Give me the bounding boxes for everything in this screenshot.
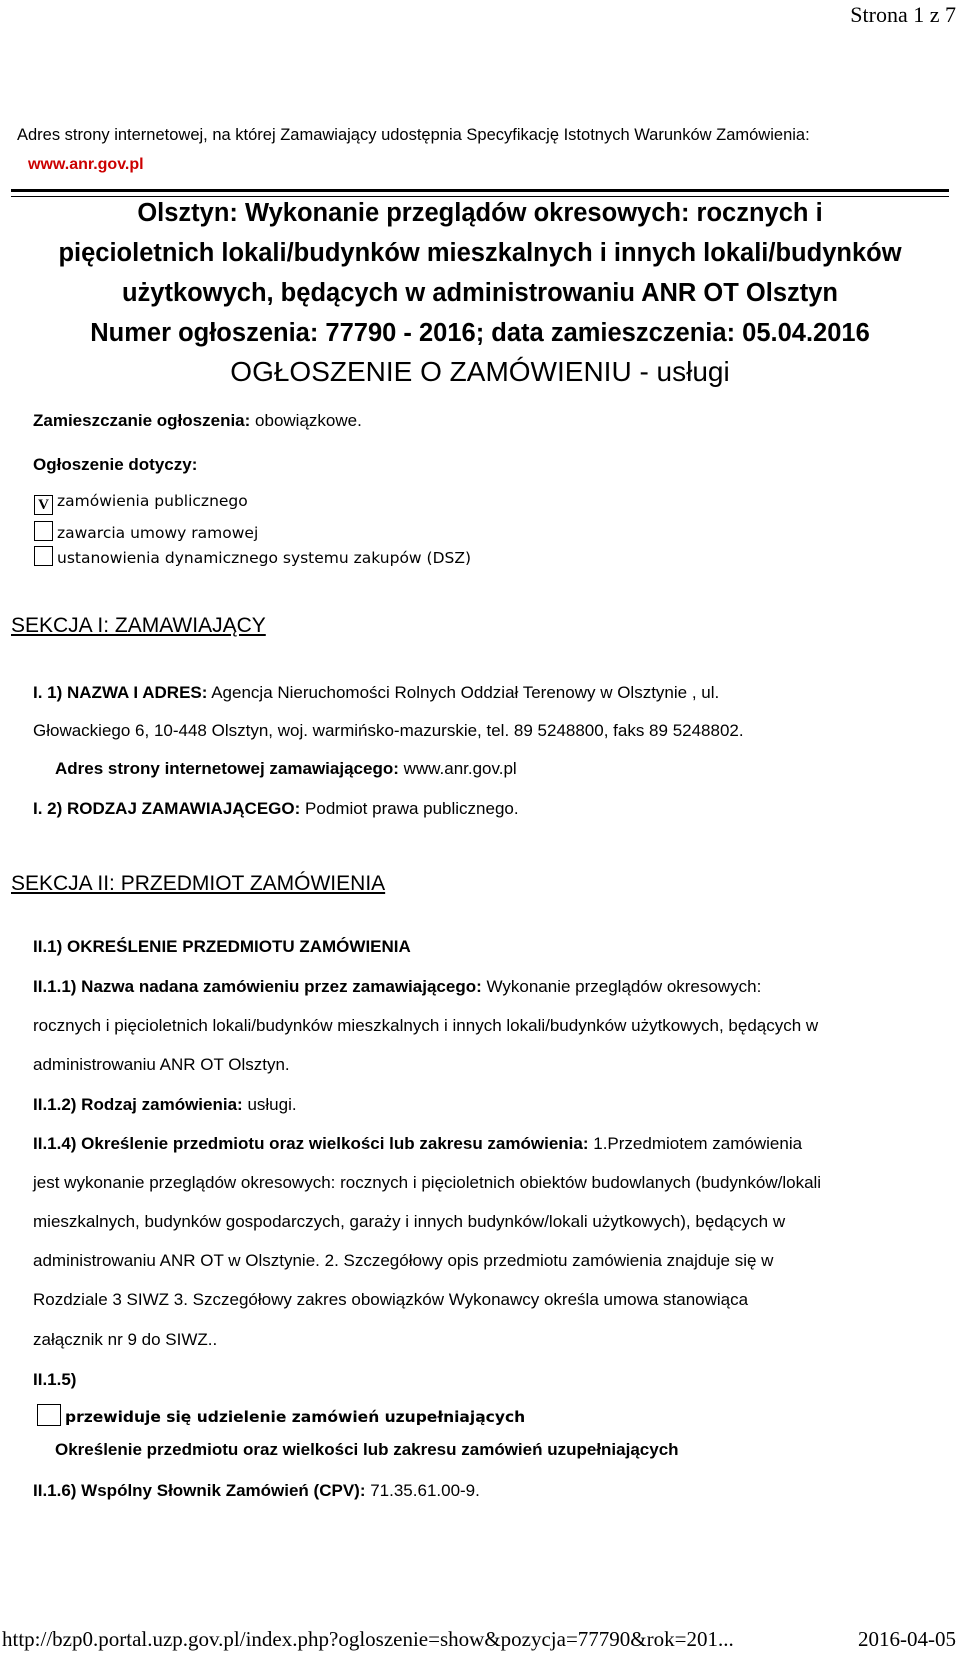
subject-subheading: II.1) OKREŚLENIE PRZEDMIOTU ZAMÓWIENIA [33, 937, 411, 956]
contract-kind-row [33, 1095, 297, 1115]
supplementary-heading: Określenie przedmiotu oraz wielkości lub zakresu zamówień uzupełniających [55, 1440, 679, 1459]
contract-kind-value: usługi. [247, 1095, 297, 1114]
type-label: I. 2) RODZAJ ZAMAWIAJĄCEGO: [33, 799, 301, 818]
section-1-heading: SEKCJA I: ZAMAWIAJĄCY [11, 614, 266, 637]
scope-label: II.1.4) Określenie przedmiotu oraz wielkości lub zakresu zamówienia: [33, 1134, 589, 1153]
name-address-value: Agencja Nieruchomości Rolnych Oddział Terenowy w Olsztynie , ul. [211, 683, 720, 702]
scope-line-6: załącznik nr 9 do SIWZ.. [33, 1330, 218, 1349]
placement-row [33, 411, 362, 431]
cpv-value: 71.35.61.00-9. [370, 1481, 480, 1500]
notice-number-line: Numer ogłoszenia: 77790 - 2016; data zamieszczenia: 05.04.2016 [90, 319, 870, 347]
checkbox-empty[interactable] [37, 1404, 61, 1426]
website-value[interactable]: www.anr.gov.pl [403, 759, 517, 778]
contracting-website-row [55, 759, 517, 779]
scope-value: 1.Przedmiotem zamówienia [593, 1134, 803, 1153]
placement-value: obowiązkowe. [255, 411, 362, 430]
contract-name-row [33, 977, 761, 997]
scope-row [33, 1134, 802, 1154]
notice-type-subtitle: OGŁOSZENIE O ZAMÓWIENIU - usługi [230, 356, 730, 387]
option-public-contract[interactable] [34, 492, 248, 515]
cpv-label: II.1.6) Wspólny Słownik Zamówień (CPV): [33, 1481, 366, 1500]
title-line-3: użytkowych, będących w administrowaniu ANR OT Olsztyn [121, 279, 839, 307]
checkbox-empty[interactable] [34, 546, 53, 566]
contracting-name-row [33, 683, 719, 703]
supplementary-option[interactable] [37, 1404, 525, 1431]
section-2-heading: SEKCJA II: PRZEDMIOT ZAMÓWIENIA [11, 872, 386, 895]
option-framework-agreement[interactable] [34, 521, 258, 546]
footer-date: 2016-04-05 [858, 1627, 956, 1651]
header-divider [11, 189, 949, 197]
option-label: zawarcia umowy ramowej [57, 524, 259, 542]
scope-line-3: mieszkalnych, budynków gospodarczych, garaży i innych budynków/lokali użytkowych), będących w [33, 1212, 786, 1231]
item-115-label: II.1.5) [33, 1370, 77, 1389]
option-label: zamówienia publicznego [57, 492, 248, 510]
checkbox-empty[interactable] [34, 521, 53, 541]
type-value: Podmiot prawa publicznego. [305, 799, 519, 818]
contract-kind-label: II.1.2) Rodzaj zamówienia: [33, 1095, 243, 1114]
name-address-label: I. 1) NAZWA I ADRES: [33, 683, 208, 702]
page-number: Strona 1 z 7 [850, 2, 956, 27]
scope-line-2: jest wykonanie przeglądów okresowych: rocznych i pięcioletnich obiektów budowlanych (budynków/lokali [33, 1173, 822, 1192]
contracting-type-row [33, 799, 519, 819]
intro-text: Adres strony internetowej, na której Zamawiający udostępnia Specyfikację Istotnych Warunków Zamówienia: [17, 126, 810, 144]
option-label: ustanowienia dynamicznego systemu zakupów (DSZ) [57, 549, 472, 567]
title-line-2: pięcioletnich lokali/budynków mieszkalnych i innych lokali/budynków [58, 239, 902, 267]
contract-name-line-3: administrowaniu ANR OT Olsztyn. [33, 1055, 290, 1074]
option-dynamic-purchasing[interactable] [34, 546, 471, 571]
scope-line-4: administrowaniu ANR OT w Olsztynie. 2. Szczegółowy opis przedmiotu zamówienia znajduje się w [33, 1251, 774, 1270]
contracting-address-line: Głowackiego 6, 10-448 Olsztyn, woj. warmińsko-mazurskie, tel. 89 5248800, faks 89 5248802. [33, 721, 744, 740]
footer-url: http://bzp0.portal.uzp.gov.pl/index.php?ogloszenie=show&pozycja=77790&rok=201... [2, 1627, 734, 1651]
checkbox-checked[interactable]: V [34, 495, 53, 515]
scope-line-5: Rozdziale 3 SIWZ 3. Szczegółowy zakres obowiązków Wykonawcy określa umowa stanowiąca [33, 1290, 749, 1309]
siwz-link[interactable]: www.anr.gov.pl [28, 156, 144, 173]
placement-label: Zamieszczanie ogłoszenia: [33, 411, 251, 430]
title-line-1: Olsztyn: Wykonanie przeglądów okresowych: rocznych i [137, 199, 823, 227]
contract-name-label: II.1.1) Nazwa nadana zamówieniu przez zamawiającego: [33, 977, 482, 996]
concerns-label: Ogłoszenie dotyczy: [33, 455, 198, 474]
website-label: Adres strony internetowej zamawiającego: [55, 759, 399, 778]
cpv-row [33, 1481, 480, 1501]
supplementary-option-label: przewiduje się udzielenie zamówień uzupełniających [65, 1408, 526, 1426]
contract-name-value: Wykonanie przeglądów okresowych: [486, 977, 762, 996]
contract-name-line-2: rocznych i pięcioletnich lokali/budynków mieszkalnych i innych lokali/budynków użytkowych, będących w [33, 1016, 819, 1035]
